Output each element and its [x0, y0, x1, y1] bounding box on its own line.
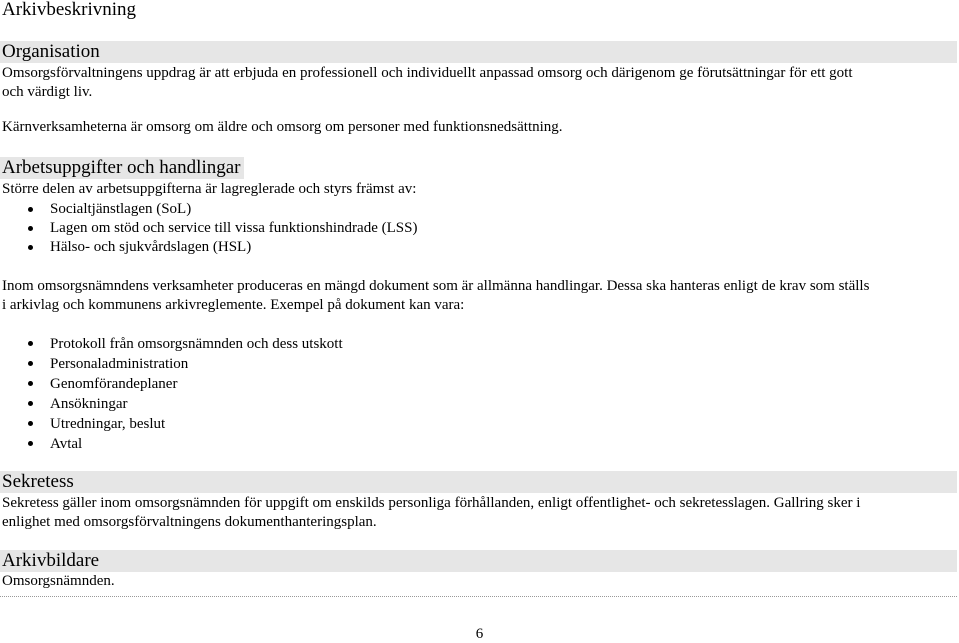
list-item: Utredningar, beslut: [0, 414, 343, 434]
list-item: Protokoll från omsorgsnämnden och dess utskott: [0, 334, 343, 354]
laws-list: [0, 200, 417, 257]
list-item: Socialtjänstlagen (SoL): [0, 200, 417, 219]
sekretess-line-2: enlighet med omsorgsförvaltningens dokumenthanteringsplan.: [2, 514, 377, 530]
list-item: Lagen om stöd och service till vissa funktionshindrade (LSS): [0, 219, 417, 238]
organisation-paragraph-line-2: och värdigt liv.: [2, 84, 93, 100]
list-item: Avtal: [0, 434, 343, 454]
list-item: Genomförandeplaner: [0, 374, 343, 394]
sekretess-line-1: Sekretess gäller inom omsorgsnämnden för uppgift om enskilds personliga förhållanden, enligt offentlighet- och sekretesslagen. Gallring sker i: [2, 495, 861, 511]
sekretess-heading: Sekretess: [0, 471, 957, 493]
footer-divider: [0, 596, 957, 597]
list-item: Ansökningar: [0, 394, 343, 414]
organisation-paragraph-line-1: Omsorgsförvaltningens uppdrag är att erbjuda en professionell och individuellt anpassad omsorg och därigenom ge förutsättningar för ett gott: [2, 65, 853, 81]
arbetsuppgifter-intro: Större delen av arbetsuppgifterna är lagreglerade och styrs främst av:: [2, 181, 417, 197]
arbetsuppgifter-paragraph-line-1: Inom omsorgsnämndens verksamheter produceras en mängd dokument som är allmänna handlingar. Dessa ska hanteras enligt de krav som ställs: [2, 278, 870, 294]
list-item: Hälso- och sjukvårdslagen (HSL): [0, 238, 417, 257]
document-title: Arkivbeskrivning: [2, 0, 137, 20]
list-item: Personaladministration: [0, 354, 343, 374]
arbetsuppgifter-paragraph-line-2: i arkivlag och kommunens arkivreglemente. Exempel på dokument kan vara:: [2, 297, 465, 313]
arkivbildare-text: Omsorgsnämnden.: [2, 573, 115, 589]
documents-list: [0, 334, 343, 454]
organisation-paragraph-2: Kärnverksamheterna är omsorg om äldre och omsorg om personer med funktionsnedsättning.: [2, 119, 563, 135]
organisation-heading: Organisation: [0, 41, 957, 63]
arkivbildare-heading: Arkivbildare: [0, 550, 957, 572]
arbetsuppgifter-heading: Arbetsuppgifter och handlingar: [0, 157, 244, 179]
page-number: 6: [475, 626, 484, 642]
